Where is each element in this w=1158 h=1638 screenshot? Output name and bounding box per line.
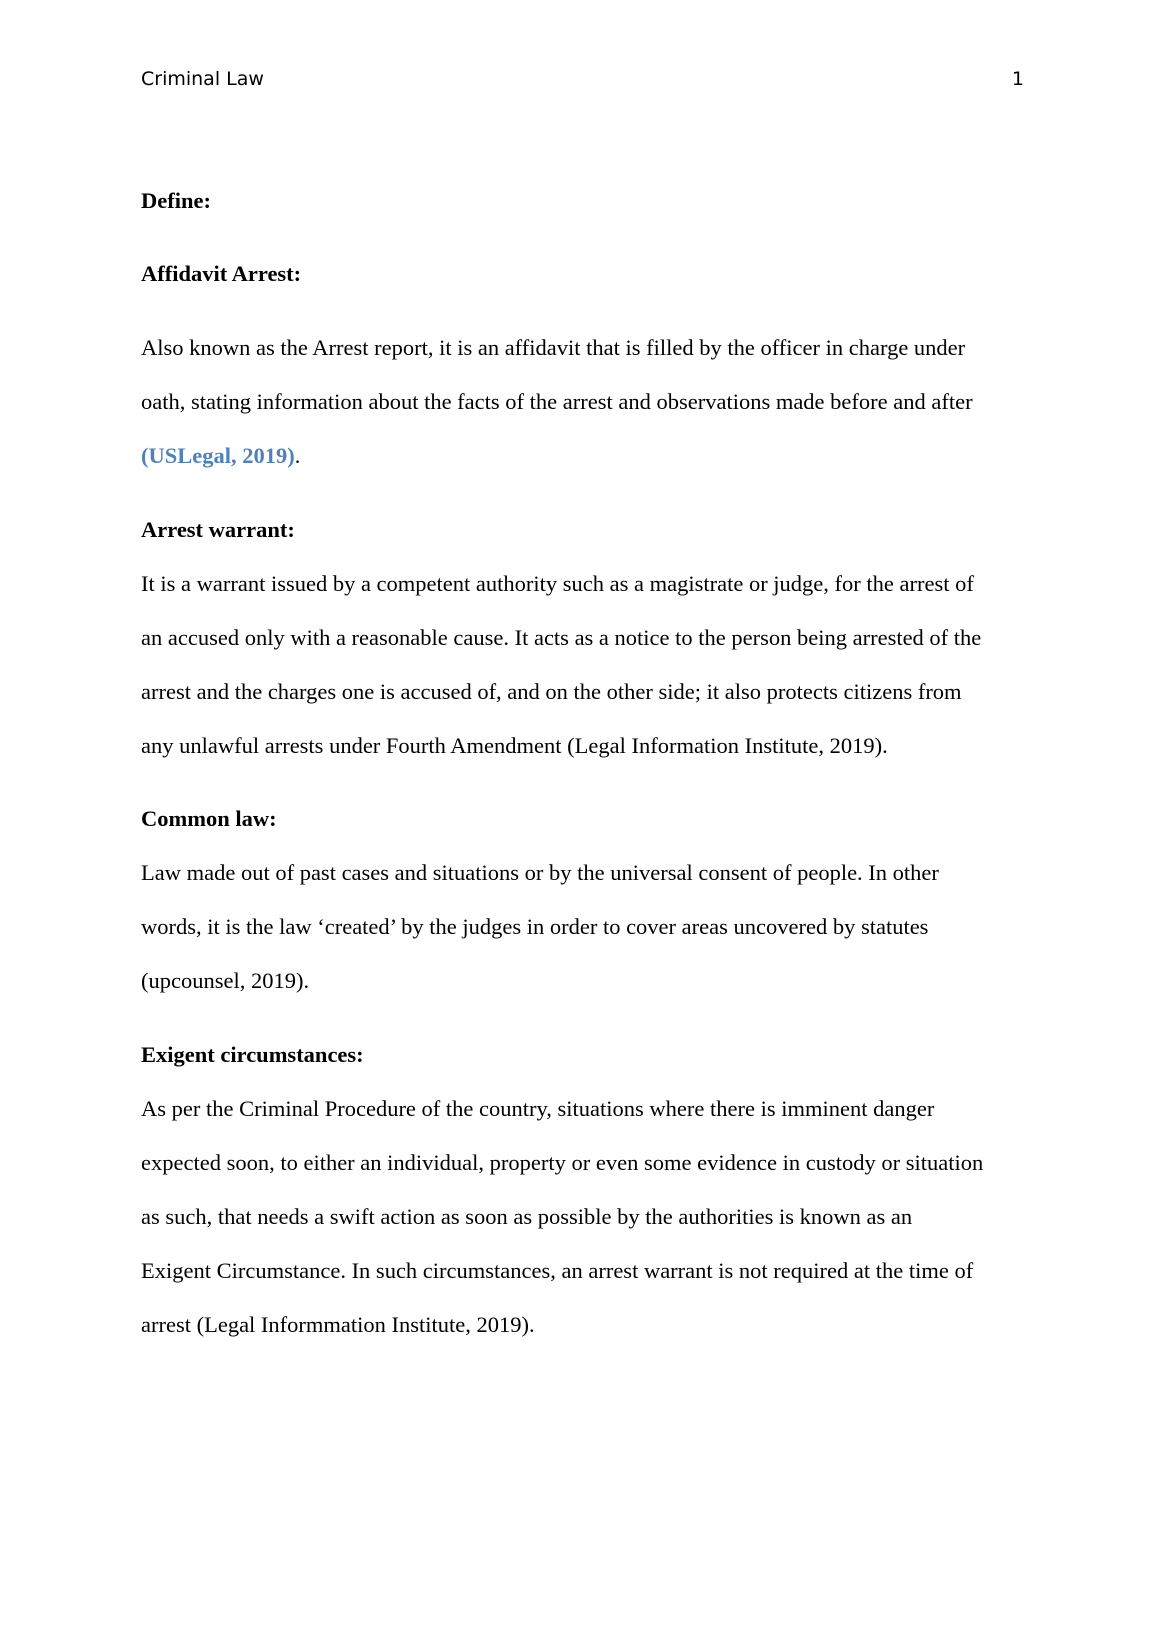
- paragraph-line: as such, that needs a swift action as soon as possible by the authorities is known as an: [141, 1204, 913, 1229]
- define-heading: Define:: [141, 188, 211, 213]
- exigent-heading: Exigent circumstances:: [141, 1042, 364, 1067]
- paragraph-line: arrest and the charges one is accused of, and on the other side; it also protects citizens from: [141, 679, 962, 704]
- paragraph-line: an accused only with a reasonable cause. It acts as a notice to the person being arrested of the: [141, 625, 982, 650]
- paragraph-line: any unlawful arrests under Fourth Amendment (Legal Information Institute, 2019).: [141, 733, 888, 758]
- header-page-number: 1: [1011, 68, 1024, 90]
- common-law-paragraph: [141, 846, 1031, 1008]
- paragraph-line: Exigent Circumstance. In such circumstances, an arrest warrant is not required at the time of: [141, 1258, 974, 1283]
- common-law-heading: Common law:: [141, 806, 277, 831]
- paragraph-line: words, it is the law ‘created’ by the judges in order to cover areas uncovered by statutes: [141, 914, 929, 939]
- paragraph-line: oath, stating information about the facts of the arrest and observations made before and after: [141, 389, 973, 414]
- trailing-period: .: [294, 443, 301, 468]
- citation-link[interactable]: (USLegal, 2019): [141, 443, 295, 468]
- paragraph-line: arrest (Legal Informmation Institute, 2019).: [141, 1312, 535, 1337]
- paragraph-line: Also known as the Arrest report, it is an affidavit that is filled by the officer in charge under: [141, 335, 966, 360]
- paragraph-line: (upcounsel, 2019).: [141, 968, 310, 993]
- arrest-warrant-heading: Arrest warrant:: [141, 517, 295, 542]
- affidavit-heading: Affidavit Arrest:: [141, 261, 302, 286]
- paragraph-line: As per the Criminal Procedure of the country, situations where there is imminent danger: [141, 1096, 935, 1121]
- exigent-paragraph: [141, 1082, 1031, 1352]
- paragraph-line: It is a warrant issued by a competent authority such as a magistrate or judge, for the arrest of: [141, 571, 974, 596]
- affidavit-paragraph: [141, 321, 1031, 483]
- paragraph-line: Law made out of past cases and situations or by the universal consent of people. In other: [141, 860, 939, 885]
- paragraph-line: expected soon, to either an individual, property or even some evidence in custody or situation: [141, 1150, 984, 1175]
- header-title: Criminal Law: [141, 68, 264, 90]
- paragraph-line: [141, 429, 1031, 483]
- arrest-warrant-paragraph: [141, 557, 1031, 773]
